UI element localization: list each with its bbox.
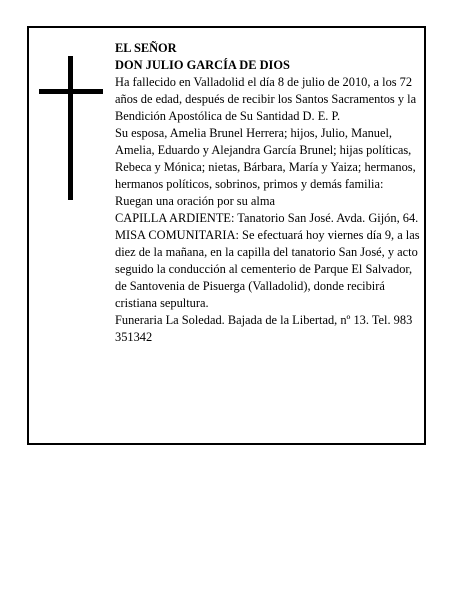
mass-details: MISA COMUNITARIA: Se efectuará hoy viernes día 9, a las diez de la mañana, en la capilla del tanatorio San José, y acto seguido la conducción al cementerio de Parque El Salvador, de Santovenia de Pisuerga (Valladolid), donde recibirá cristiana sepultura.	[115, 228, 420, 310]
cross-icon	[39, 56, 103, 200]
cross-vertical-bar	[68, 56, 73, 200]
title-line-1: EL SEÑOR	[115, 41, 177, 55]
deceased-name: DON JULIO GARCÍA DE DIOS	[115, 58, 290, 72]
death-announcement: Ha fallecido en Valladolid el día 8 de julio de 2010, a los 72 años de edad, después de recibir los Santos Sacramentos y la Bendición Apostólica de Su Santidad D. E. P.	[115, 75, 417, 123]
obituary-notice	[27, 26, 426, 445]
cross-horizontal-bar	[39, 89, 103, 94]
family-list: Su esposa, Amelia Brunel Herrera; hijos, Julio, Manuel, Amelia, Eduardo y Alejandra García Brunel; hijas políticas, Rebeca y Mónica; nietas, Bárbara, María y Yaiza; hermanos, hermanos políticos, sobrinos, primos y demás familia:	[115, 126, 416, 191]
prayer-request: Ruegan una oración por su alma	[115, 194, 275, 208]
funeral-home: Funeraria La Soledad. Bajada de la Libertad, nº 13. Tel. 983 351342	[115, 313, 413, 344]
obituary-text	[115, 40, 421, 346]
funeral-chapel: CAPILLA ARDIENTE: Tanatorio San José. Avda. Gijón, 64.	[115, 211, 419, 225]
